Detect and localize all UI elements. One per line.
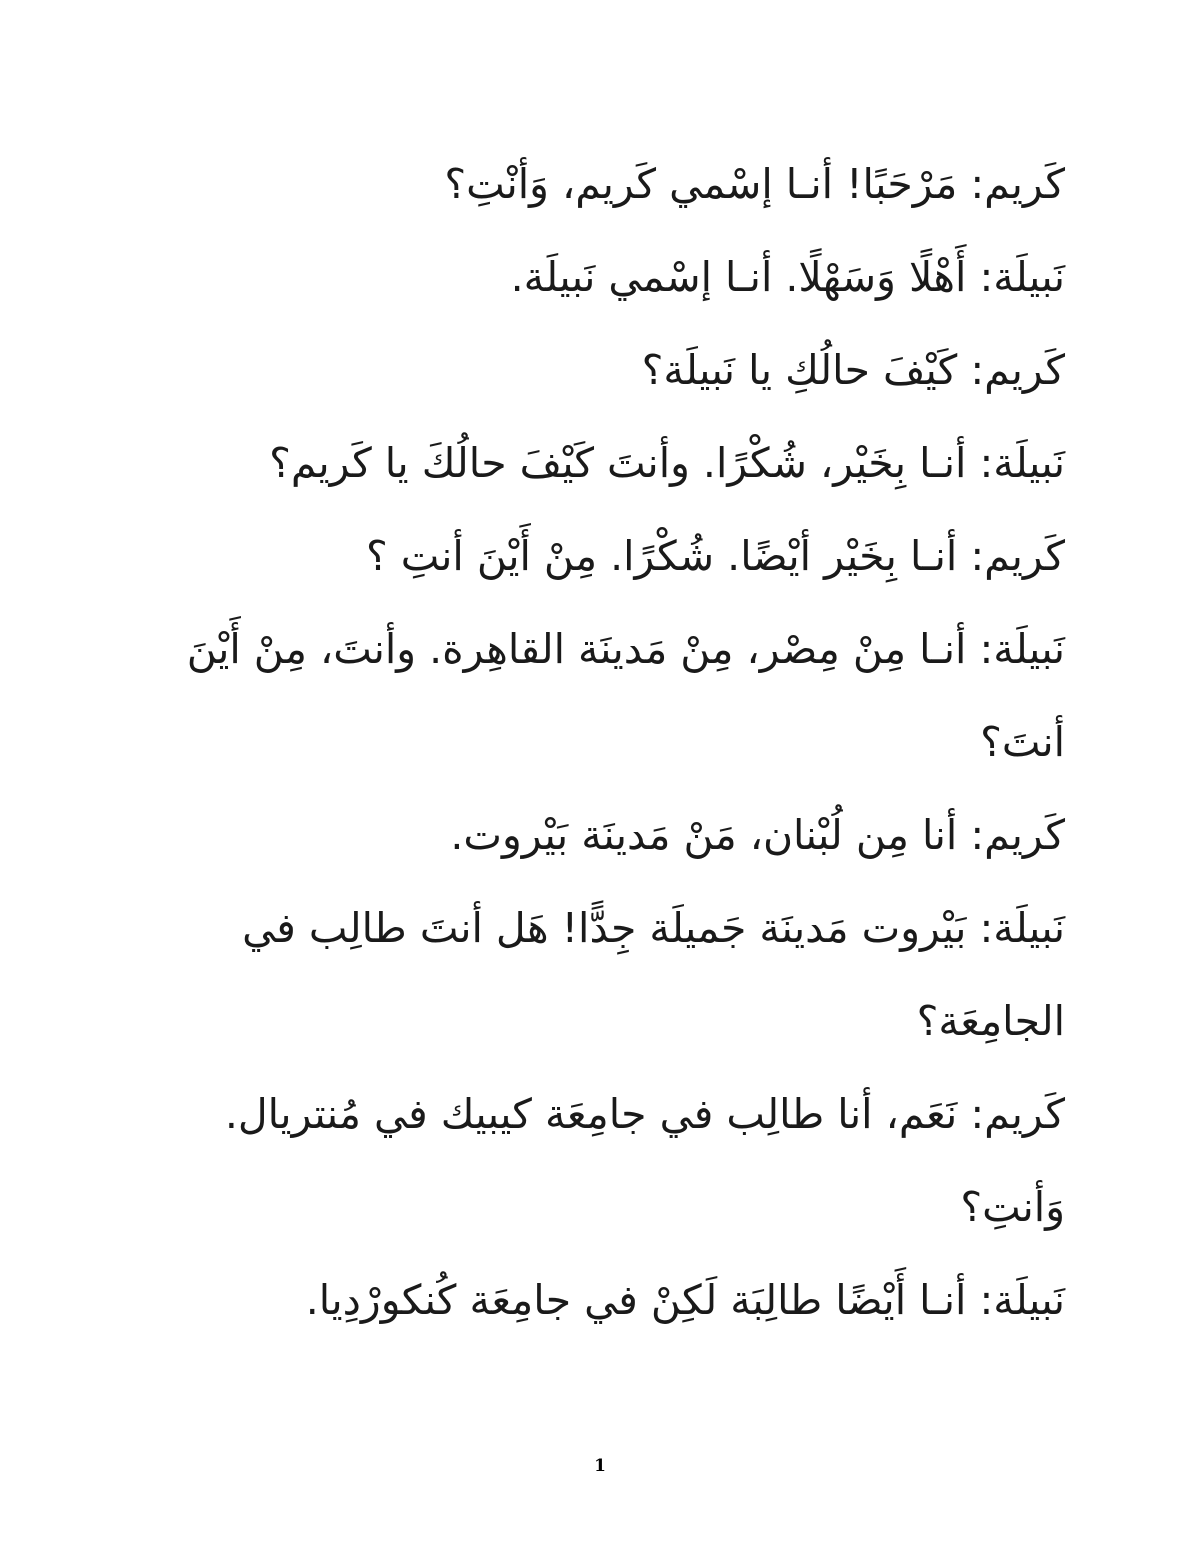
dialogue-line-karim-3: كَريم: أنـا بِخَيْر أيْضًا. شُكْرًا. مِنْ أَيْنَ أنتِ ؟ <box>365 532 1065 580</box>
dialogue-line-nabila-3: نَبيلَة: أنـا مِنْ مِصْر، مِنْ مَدينَة القاهِرة. وأنتَ، مِنْ أَيْنَ أنتَ؟ <box>186 625 1065 766</box>
dialogue-line-nabila-2: نَبيلَة: أنـا بِخَيْر، شُكْرًا. وأنتَ كَيْفَ حالُكَ يا كَريم؟ <box>269 439 1065 487</box>
dialogue-line-nabila-5: نَبيلَة: أنـا أَيْضًا طالِبَة لَكِنْ في جامِعَة كُنكورْدِيا. <box>305 1276 1065 1324</box>
dialogue-line-karim-4: كَريم: أنا مِن لُبْنان، مَنْ مَدينَة بَيْروت. <box>450 811 1065 859</box>
dialogue-line-karim-5: كَريم: نَعَم، أنا طالِب في جامِعَة كيبيك في مُنتريال. وَأنتِ؟ <box>224 1090 1065 1231</box>
dialogue-line-nabila-1: نَبيلَة: أَهْلًا وَسَهْلًا. أنـا إسْمي نَبيلَة. <box>510 253 1065 301</box>
dialogue-text <box>150 138 1065 1347</box>
page-number: 1 <box>594 1456 606 1476</box>
dialogue-line-nabila-4: نَبيلَة: بَيْروت مَدينَة جَميلَة جِدًّا! هَل أنتَ طالِب في الجامِعَة؟ <box>242 904 1065 1045</box>
dialogue-line-karim-1: كَريم: مَرْحَبًا! أنـا إسْمي كَريم، وَأنْتِ؟ <box>444 160 1065 208</box>
dialogue-line-karim-2: كَريم: كَيْفَ حالُكِ يا نَبيلَة؟ <box>641 346 1065 394</box>
